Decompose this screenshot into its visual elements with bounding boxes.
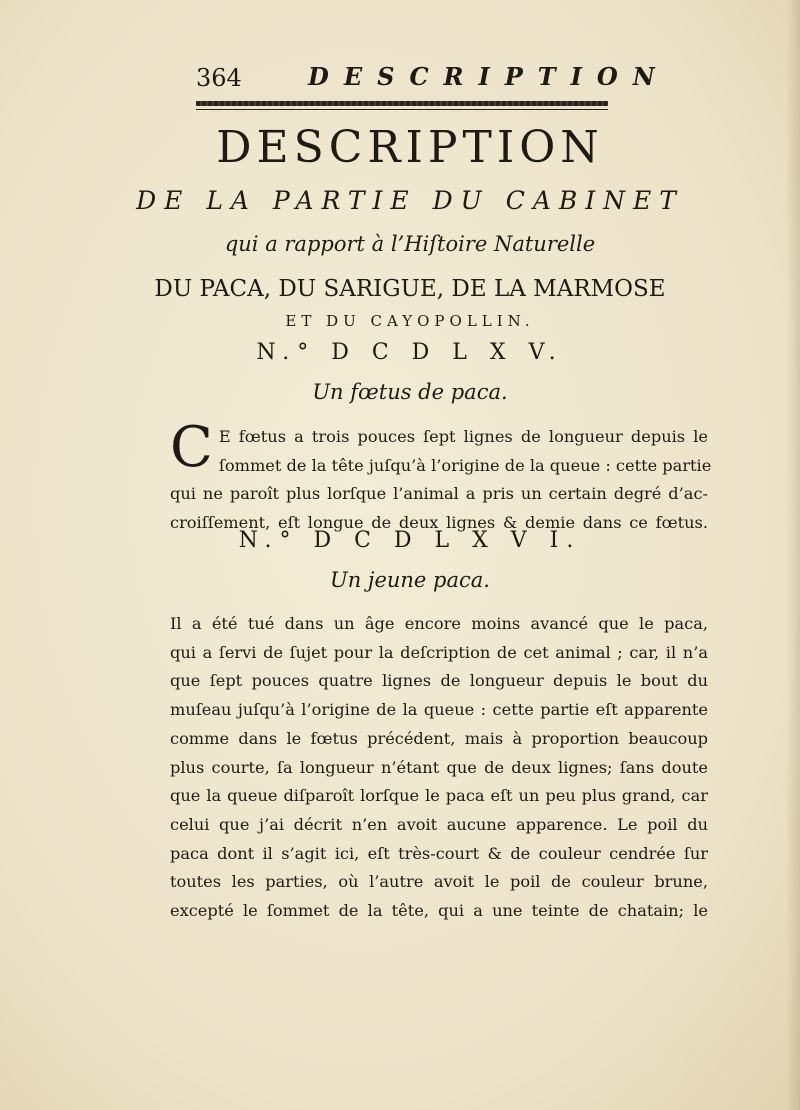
main-title: DESCRIPTION xyxy=(216,122,604,173)
text-line: que la queue diſparoît lorſque le paca eſt un peu plus grand, car xyxy=(170,786,708,806)
text-line: comme dans le fœtus précédent, mais à proportion beaucoup xyxy=(170,728,708,748)
text-line: E fœtus a trois pouces ſept lignes de longueur depuis le xyxy=(218,427,708,446)
text-line: muſeau juſqu’à l’origine de la queue : cette partie eſt apparente xyxy=(170,700,708,720)
text-line: qui a ſervi de ſujet pour la deſcription de cet animal ; car, il n’a xyxy=(170,642,708,662)
thin-rule xyxy=(196,109,608,110)
section-number-1: N.° D C D L X V. xyxy=(256,340,564,365)
running-head-title: DESCRIPTION xyxy=(308,62,670,91)
ornamental-rule xyxy=(196,101,608,106)
text-line: plus courte, ſa longueur n’étant que de deux lignes; ſans doute xyxy=(170,757,708,777)
section-number-2: N.° D C D L X V I. xyxy=(238,528,582,553)
running-head xyxy=(196,62,670,96)
text-line: ſommet de la tête juſqu’à l’origine de la queue : cette partie xyxy=(218,455,712,475)
text-line: que ſept pouces quatre lignes de longueur depuis le bout du xyxy=(170,671,708,691)
drop-capital: C xyxy=(170,415,213,480)
subtitle-line-1: DE LA PARTIE DU CABINET xyxy=(136,186,684,215)
subtitle-line-4: ET DU CAYOPOLLIN. xyxy=(285,312,535,330)
paragraph-1 xyxy=(170,415,712,538)
paragraph-2 xyxy=(170,610,708,926)
text-line: toutes les parties, où l’autre avoit le poil de couleur brune, xyxy=(170,872,708,892)
subtitle-line-3: DU PACA, DU SARIGUE, DE LA MARMOSE xyxy=(154,276,666,302)
text-line: qui ne paroît plus lorſque l’animal a pris un certain degré d’ac- xyxy=(170,484,708,504)
text-line: croiſſement, eſt longue de deux lignes & demie dans ce fœtus. xyxy=(170,513,708,533)
text-line: celui que j’ai décrit n’en avoit aucune apparence. Le poil du xyxy=(170,814,708,834)
text-line: excepté le ſommet de la tête, qui a une teinte de chatain; le xyxy=(170,901,708,921)
section-title-2: Un jeune paca. xyxy=(330,568,490,592)
page-number: 364 xyxy=(196,64,242,92)
text-line: Il a été tué dans un âge encore moins avancé que le paca, xyxy=(170,614,708,633)
page-edge-shadow xyxy=(786,0,800,1110)
section-title-1: Un fœtus de paca. xyxy=(312,380,508,404)
subtitle-line-2: qui a rapport à l’Hiſtoire Naturelle xyxy=(224,232,596,256)
text-line: paca dont il s’agit ici, eſt très-court & de couleur cendrée ſur xyxy=(170,843,708,863)
